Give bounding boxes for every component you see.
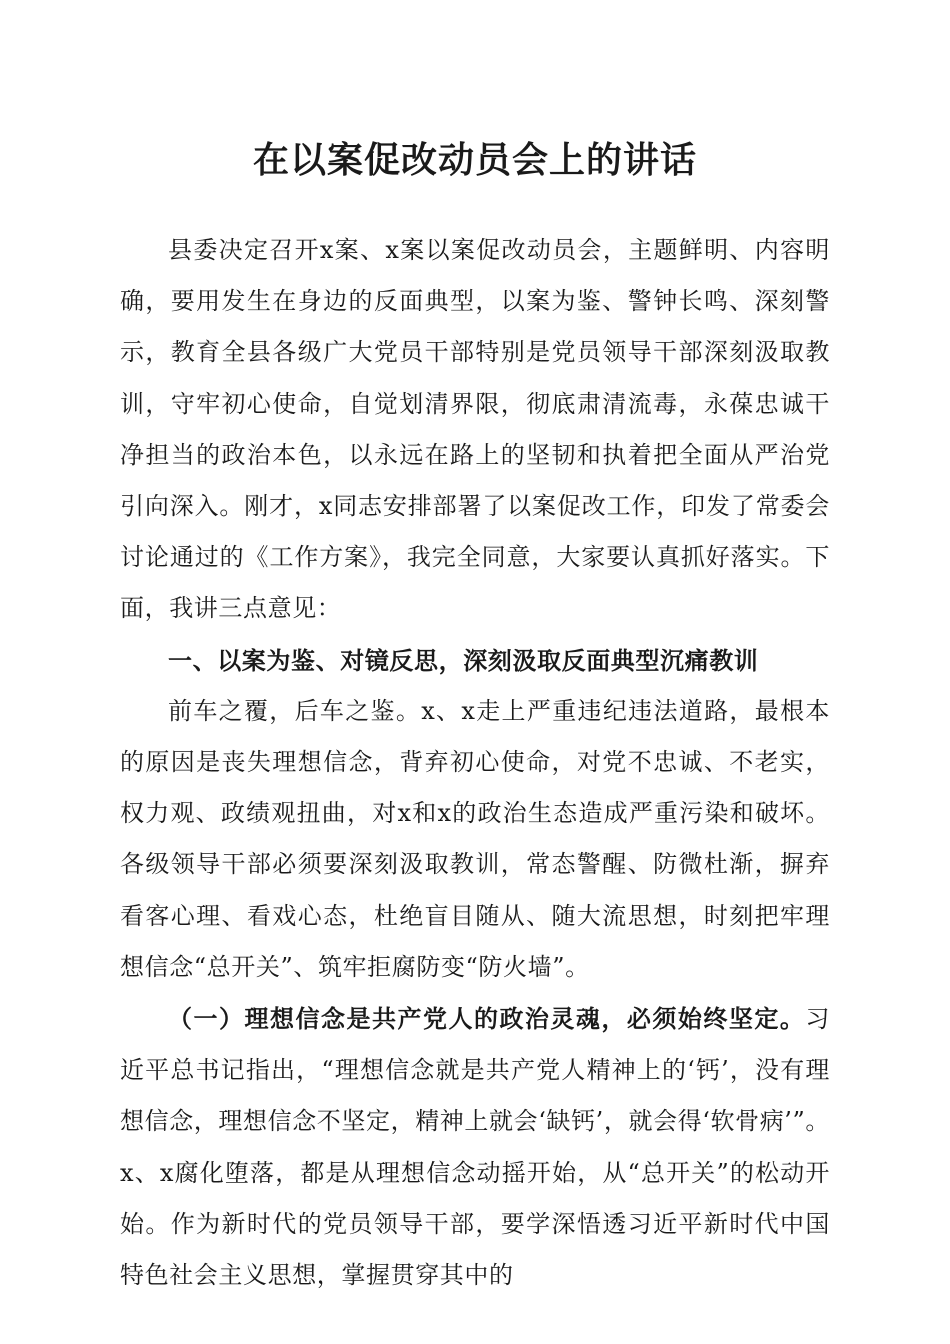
- section-1-paragraph: 前车之覆，后车之鉴。x、x走上严重违纪违法道路，最根本的原因是丧失理想信念，背弃初心使命，对党不忠诚、不老实，权力观、政绩观扭曲，对x和x的政治生态造成严重污染和破坏。各级领导干部必须要深刻汲取教训，常态警醒、防微杜渐，摒弃看客心理、看戏心态，杜绝盲目随从、随大流思想，时刻把牢理想信念“总开关”、筑牢拒腐防变“防火墙”。: [120, 696, 830, 981]
- section-heading-1: 一、以案为鉴、对镜反思，深刻汲取反面典型沉痛教训: [168, 645, 759, 675]
- subsection-1-text: 习近平总书记指出，“理想信念就是共产党人精神上的‘钙’，没有理想信念，理想信念不坚定，精神上就会‘缺钙’，就会得‘软骨病’”。x、x腐化堕落，都是从理想信念动摇开始，从“总开关”的松动开始。作为新时代的党员领导干部，要学深悟透习近平新时代中国特色社会主义思想，掌握贯穿其中的: [120, 1005, 830, 1290]
- document-title: 在以案促改动员会上的讲话: [252, 139, 697, 181]
- intro-paragraph: 县委决定召开x案、x案以案促改动员会，主题鲜明、内容明确，要用发生在身边的反面典型，以案为鉴、警钟长鸣、深刻警示，教育全县各级广大党员干部特别是党员领导干部深刻汲取教训，守牢初心使命，自觉划清界限，彻底肃清流毒，永葆忠诚干净担当的政治本色，以永远在路上的坚韧和执着把全面从严治党引向深入。刚才，x同志安排部署了以案促改工作，印发了常委会讨论通过的《工作方案》，我完全同意，大家要认真抓好落实。下面，我讲三点意见：: [120, 236, 830, 623]
- document-body: [120, 225, 830, 1301]
- subsection-1-paragraph: [120, 993, 830, 1301]
- subsection-1-lead: （一）理想信念是共产党人的政治灵魂，必须始终坚定。: [168, 1004, 806, 1034]
